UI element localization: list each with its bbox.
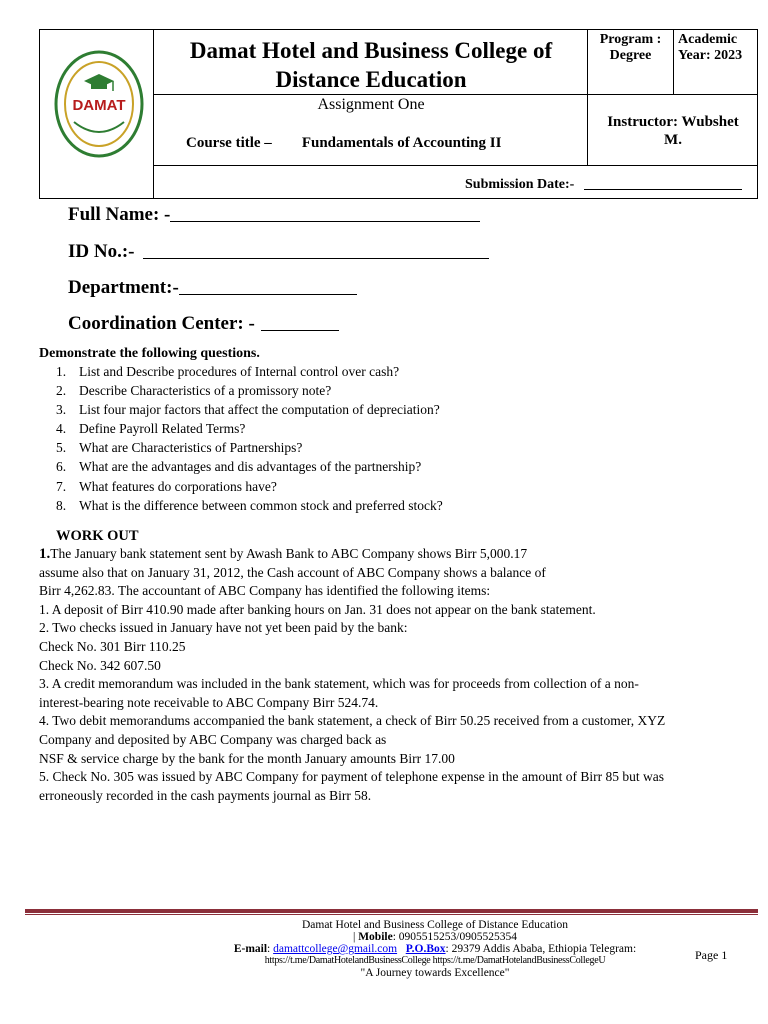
workout-line: Check No. 342 607.50	[39, 657, 161, 673]
footer-rule	[25, 914, 758, 915]
footer-contact: E-mail: damattcollege@gmail.com P.O.Box: 29379 Addis Ababa, Ethiopia Telegram:	[233, 943, 637, 955]
workout-line: Check No. 301 Birr 110.25	[39, 638, 186, 654]
footer-motto: "A Journey towards Excellence"	[360, 967, 510, 979]
list-item: 5. What are Characteristics of Partnerships?	[56, 440, 303, 456]
submission-date: Submission Date:-	[465, 177, 742, 193]
workout-line: Company and deposited by ABC Company was charged back as	[39, 731, 387, 747]
full-name-blank[interactable]	[170, 203, 480, 222]
college-logo	[54, 50, 144, 163]
list-item: 3. List four major factors that affect the computation of depreciation?	[56, 402, 440, 418]
workout-line: 4. Two debit memorandums accompanied the bank statement, a check of Birr 50.25 received from a customer, XYZ	[39, 713, 666, 729]
coordination-center-field: Coordination Center: -	[68, 312, 339, 335]
academic-year-cell: Academic Year: 2023	[678, 32, 743, 63]
course-title: Course title – Fundamentals of Accounting II	[186, 135, 502, 151]
footer-college: Damat Hotel and Business College of Distance Education	[301, 919, 569, 931]
question-list	[39, 362, 443, 515]
list-item: 8. What is the difference between common stock and preferred stock?	[56, 497, 443, 513]
workout-line: 2. Two checks issued in January have not yet been paid by the bank:	[39, 620, 408, 636]
pobox-link[interactable]: P.O.Box	[405, 943, 446, 955]
program-cell: Program : Degree	[599, 32, 662, 63]
workout-line: 1.The January bank statement sent by Awash Bank to ABC Company shows Birr 5,000.17	[39, 546, 528, 562]
workout-heading: WORK OUT	[56, 528, 139, 544]
workout-line: 3. A credit memorandum was included in the bank statement, which was for proceeds from collection of a non-	[39, 676, 639, 692]
email-link[interactable]: damattcollege@gmail.com	[273, 943, 398, 955]
page-number: Page 1	[695, 948, 728, 962]
list-item: 6. What are the advantages and dis advantages of the partnership?	[56, 459, 422, 475]
workout-line: 1. A deposit of Birr 410.90 made after banking hours on Jan. 31 does not appear on the bank statement.	[39, 601, 596, 617]
list-item: 2. Describe Characteristics of a promissory note?	[56, 383, 332, 399]
instructor-cell: Instructor: Wubshet M.	[607, 114, 739, 148]
list-item: 7. What features do corporations have?	[56, 478, 277, 494]
footer-mobile: | Mobile: 0905515253/0905525354	[353, 931, 517, 943]
workout-line: erroneously recorded in the cash payments journal as Birr 58.	[39, 787, 372, 803]
college-name: Damat Hotel and Business College of Distance Education	[189, 38, 553, 92]
header-table	[39, 29, 758, 199]
list-item: 1. List and Describe procedures of Internal control over cash?	[56, 364, 400, 379]
coordination-center-blank[interactable]	[261, 312, 339, 331]
workout-line: interest-bearing note receivable to ABC Company Birr 524.74.	[39, 694, 379, 710]
department-blank[interactable]	[179, 276, 357, 295]
workout-body	[39, 545, 759, 805]
workout-line: 5. Check No. 305 was issued by ABC Company for payment of telephone expense in the amount of Birr 85 but was	[39, 769, 665, 785]
footer-rule	[25, 909, 758, 913]
submission-date-blank[interactable]	[584, 177, 742, 190]
table-divider	[153, 165, 758, 166]
full-name-field: Full Name: -	[68, 203, 480, 226]
workout-line: assume also that on January 31, 2012, the Cash account of ABC Company shows a balance of	[39, 564, 546, 580]
assignment-title: Assignment One	[317, 96, 425, 113]
footer	[180, 919, 690, 979]
department-field: Department:-	[68, 276, 357, 299]
list-item: 4. Define Payroll Related Terms?	[56, 421, 246, 437]
workout-line: Birr 4,262.83. The accountant of ABC Company has identified the following items:	[39, 583, 491, 599]
table-divider	[673, 30, 674, 94]
logo-brand-text: DAMAT	[72, 97, 126, 114]
footer-telegram[interactable]: https://t.me/DamatHotelandBusinessCollege https://t.me/DamatHotelandBusinessCollegeU	[264, 955, 606, 966]
id-no-field: ID No.:-	[68, 240, 489, 263]
id-no-blank[interactable]	[143, 240, 489, 259]
instruction-heading: Demonstrate the following questions.	[39, 346, 260, 361]
workout-line: NSF & service charge by the bank for the month January amounts Birr 17.00	[39, 750, 455, 766]
